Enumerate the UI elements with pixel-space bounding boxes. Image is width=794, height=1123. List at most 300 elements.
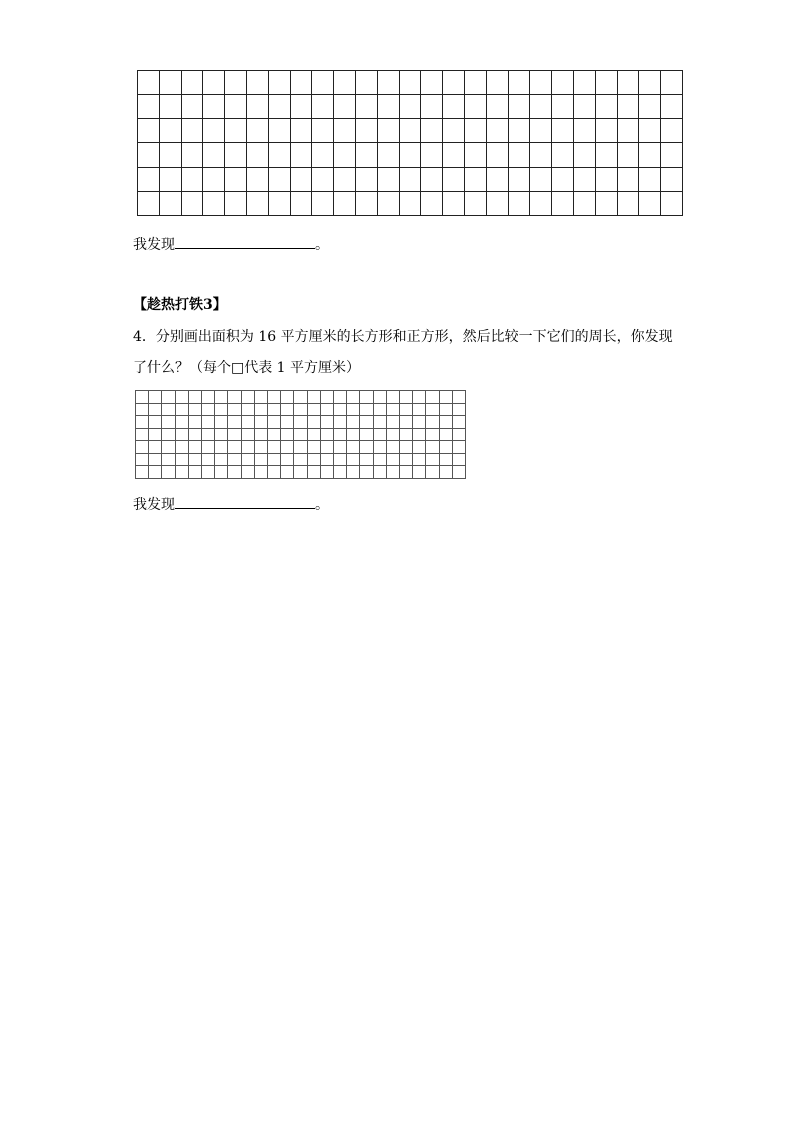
- grid-cell: [356, 168, 378, 192]
- grid-cell: [202, 429, 215, 442]
- grid-cell: [440, 441, 453, 454]
- grid-cell: [465, 95, 487, 119]
- grid-cell: [291, 119, 313, 143]
- grid-cell: [400, 441, 413, 454]
- grid-cell: [574, 143, 596, 167]
- grid-cell: [294, 441, 307, 454]
- grid-cell: [334, 454, 347, 467]
- grid-cell: [321, 441, 334, 454]
- grid-cell: [552, 71, 574, 95]
- grid-cell: [162, 404, 175, 417]
- grid-cell: [465, 119, 487, 143]
- grid-cell: [162, 416, 175, 429]
- grid-cell: [413, 466, 426, 479]
- grid-cell: [639, 71, 661, 95]
- grid-cell: [149, 429, 162, 442]
- grid-cell: [228, 454, 241, 467]
- grid-cell: [400, 416, 413, 429]
- grid-cell: [176, 441, 189, 454]
- grid-cell: [149, 416, 162, 429]
- grid-cell: [321, 466, 334, 479]
- grid-cell: [487, 168, 509, 192]
- grid-cell: [149, 404, 162, 417]
- grid-cell: [426, 441, 439, 454]
- grid-cell: [574, 168, 596, 192]
- grid-cell: [661, 95, 683, 119]
- answer-blank[interactable]: [175, 494, 315, 509]
- grid-cell: [574, 71, 596, 95]
- grid-cell: [360, 391, 373, 404]
- grid-cell: [453, 429, 466, 442]
- grid-cell: [618, 168, 640, 192]
- grid-cell: [242, 416, 255, 429]
- grid-cell: [443, 71, 465, 95]
- grid-cell: [136, 466, 149, 479]
- grid-cell: [160, 143, 182, 167]
- grid-cell: [269, 95, 291, 119]
- grid-cell: [574, 192, 596, 216]
- grid-cell: [400, 168, 422, 192]
- grid-cell: [661, 143, 683, 167]
- grid-cell: [426, 416, 439, 429]
- grid-cell: [160, 168, 182, 192]
- grid-cell: [160, 71, 182, 95]
- grid-cell: [487, 192, 509, 216]
- grid-cell: [149, 441, 162, 454]
- grid-cell: [136, 441, 149, 454]
- grid-cell: [294, 466, 307, 479]
- grid-cell: [661, 119, 683, 143]
- grid-cell: [189, 454, 202, 467]
- grid-cell: [334, 441, 347, 454]
- grid-cell: [255, 416, 268, 429]
- grid-cell: [291, 71, 313, 95]
- grid-cell: [413, 416, 426, 429]
- grid-cell: [247, 71, 269, 95]
- grid-cell: [312, 71, 334, 95]
- grid-cell: [215, 454, 228, 467]
- grid-cell: [138, 192, 160, 216]
- grid-cell: [356, 71, 378, 95]
- grid-cell: [374, 416, 387, 429]
- grid-cell: [334, 404, 347, 417]
- grid-cell: [242, 441, 255, 454]
- grid-cell: [225, 192, 247, 216]
- grid-cell: [618, 143, 640, 167]
- grid-cell: [312, 95, 334, 119]
- grid-cell: [347, 441, 360, 454]
- grid-cell: [269, 119, 291, 143]
- grid-cell: [387, 466, 400, 479]
- grid-cell: [247, 95, 269, 119]
- grid-cell: [136, 404, 149, 417]
- grid-cell: [281, 391, 294, 404]
- grid-cell: [509, 168, 531, 192]
- grid-cell: [268, 416, 281, 429]
- grid-cell: [552, 119, 574, 143]
- grid-cell: [421, 192, 443, 216]
- grid-cell: [247, 119, 269, 143]
- grid-cell: [268, 429, 281, 442]
- grid-cell: [487, 119, 509, 143]
- grid-cell: [360, 416, 373, 429]
- grid-cell: [639, 168, 661, 192]
- grid-cell: [294, 404, 307, 417]
- grid-cell: [400, 71, 422, 95]
- grid-cell: [215, 391, 228, 404]
- grid-cell: [182, 95, 204, 119]
- grid-cell: [228, 391, 241, 404]
- grid-cell: [291, 95, 313, 119]
- grid-cell: [242, 391, 255, 404]
- answer-suffix: 。: [315, 497, 329, 513]
- grid-cell: [360, 404, 373, 417]
- grid-cell: [400, 143, 422, 167]
- grid-cell: [321, 454, 334, 467]
- grid-cell: [203, 95, 225, 119]
- grid-cell: [465, 168, 487, 192]
- grid-cell: [136, 391, 149, 404]
- grid-cell: [203, 192, 225, 216]
- grid-cell: [334, 71, 356, 95]
- grid-cell: [465, 192, 487, 216]
- grid-cell: [596, 143, 618, 167]
- grid-cell: [347, 404, 360, 417]
- grid-cell: [334, 466, 347, 479]
- grid-cell: [312, 168, 334, 192]
- grid-cell: [400, 404, 413, 417]
- grid-cell: [639, 143, 661, 167]
- grid-cell: [255, 466, 268, 479]
- grid-cell: [281, 466, 294, 479]
- grid-cell: [347, 429, 360, 442]
- grid-cell: [618, 192, 640, 216]
- grid-cell: [291, 192, 313, 216]
- grid-cell: [413, 429, 426, 442]
- grid-cell: [228, 429, 241, 442]
- grid-cell: [400, 119, 422, 143]
- grid-cell: [255, 441, 268, 454]
- grid-cell: [138, 95, 160, 119]
- grid-cell: [378, 143, 400, 167]
- grid-cell: [308, 391, 321, 404]
- grid-cell: [202, 404, 215, 417]
- grid-cell: [334, 119, 356, 143]
- grid-cell: [552, 192, 574, 216]
- grid-cell: [312, 119, 334, 143]
- grid-cell: [242, 466, 255, 479]
- grid-cell: [160, 192, 182, 216]
- grid-cell: [334, 416, 347, 429]
- grid-cell: [530, 192, 552, 216]
- grid-cell: [421, 168, 443, 192]
- grid-cell: [530, 143, 552, 167]
- grid-cell: [334, 391, 347, 404]
- grid-cell: [596, 168, 618, 192]
- grid-cell: [374, 429, 387, 442]
- answer-line-1: [133, 234, 329, 254]
- square-grid-2: [135, 390, 466, 479]
- grid-cell: [618, 95, 640, 119]
- grid-cell: [308, 429, 321, 442]
- grid-cell: [374, 404, 387, 417]
- grid-cell: [443, 192, 465, 216]
- grid-cell: [312, 192, 334, 216]
- grid-cell: [596, 71, 618, 95]
- grid-cell: [400, 192, 422, 216]
- grid-cell: [268, 441, 281, 454]
- grid-cell: [308, 404, 321, 417]
- grid-cell: [465, 71, 487, 95]
- square-grid-1: [137, 70, 683, 216]
- grid-cell: [247, 192, 269, 216]
- grid-cell: [242, 454, 255, 467]
- grid-cell: [176, 404, 189, 417]
- grid-cell: [387, 391, 400, 404]
- grid-cell: [596, 95, 618, 119]
- grid-cell: [269, 168, 291, 192]
- grid-cell: [189, 441, 202, 454]
- grid-cell: [509, 95, 531, 119]
- grid-cell: [162, 429, 175, 442]
- grid-cell: [387, 416, 400, 429]
- grid-cell: [360, 454, 373, 467]
- grid-cell: [453, 466, 466, 479]
- grid-cell: [203, 168, 225, 192]
- grid-cell: [162, 441, 175, 454]
- grid-cell: [387, 429, 400, 442]
- grid-cell: [268, 391, 281, 404]
- grid-cell: [138, 119, 160, 143]
- grid-cell: [400, 95, 422, 119]
- grid-cell: [487, 71, 509, 95]
- grid-cell: [487, 95, 509, 119]
- grid-cell: [334, 429, 347, 442]
- grid-cell: [215, 466, 228, 479]
- grid-cell: [308, 441, 321, 454]
- grid-cell: [202, 391, 215, 404]
- grid-cell: [596, 192, 618, 216]
- grid-cell: [360, 466, 373, 479]
- grid-cell: [149, 391, 162, 404]
- grid-cell: [182, 168, 204, 192]
- grid-cell: [440, 416, 453, 429]
- grid-cell: [360, 429, 373, 442]
- grid-cell: [400, 429, 413, 442]
- grid-cell: [162, 454, 175, 467]
- question-text-line-2: 了什么？（每个□代表 1 平方厘米）: [133, 360, 361, 376]
- grid-cell: [378, 119, 400, 143]
- grid-cell: [202, 441, 215, 454]
- grid-cell: [136, 429, 149, 442]
- grid-cell: [255, 429, 268, 442]
- grid-cell: [202, 416, 215, 429]
- grid-cell: [374, 466, 387, 479]
- grid-cell: [136, 454, 149, 467]
- grid-cell: [618, 71, 640, 95]
- grid-cell: [294, 454, 307, 467]
- answer-suffix: 。: [315, 237, 329, 253]
- question-text-line-1: 4．分别画出面积为 16 平方厘米的长方形和正方形，然后比较一下它们的周长，你发现: [133, 329, 673, 345]
- grid-cell: [440, 404, 453, 417]
- grid-cell: [356, 95, 378, 119]
- grid-cell: [203, 143, 225, 167]
- grid-cell: [453, 416, 466, 429]
- grid-cell: [247, 143, 269, 167]
- answer-line-2: [133, 494, 329, 514]
- grid-cell: [639, 95, 661, 119]
- grid-cell: [281, 404, 294, 417]
- grid-cell: [138, 168, 160, 192]
- grid-cell: [334, 143, 356, 167]
- grid-cell: [387, 404, 400, 417]
- grid-cell: [269, 192, 291, 216]
- grid-cell: [215, 416, 228, 429]
- grid-cell: [443, 143, 465, 167]
- grid-cell: [189, 429, 202, 442]
- grid-cell: [440, 391, 453, 404]
- grid-cell: [189, 391, 202, 404]
- grid-cell: [347, 466, 360, 479]
- grid-cell: [225, 143, 247, 167]
- grid-cell: [215, 429, 228, 442]
- grid-cell: [294, 416, 307, 429]
- grid-cell: [426, 454, 439, 467]
- grid-cell: [308, 416, 321, 429]
- grid-cell: [426, 391, 439, 404]
- grid-cell: [255, 391, 268, 404]
- grid-cell: [202, 454, 215, 467]
- grid-cell: [321, 429, 334, 442]
- grid-cell: [149, 454, 162, 467]
- grid-cell: [321, 416, 334, 429]
- grid-cell: [215, 441, 228, 454]
- grid-cell: [308, 454, 321, 467]
- grid-cell: [443, 168, 465, 192]
- grid-cell: [443, 119, 465, 143]
- grid-cell: [509, 71, 531, 95]
- grid-cell: [661, 192, 683, 216]
- grid-cell: [453, 454, 466, 467]
- grid-cell: [413, 454, 426, 467]
- grid-cell: [661, 168, 683, 192]
- grid-cell: [360, 441, 373, 454]
- grid-cell: [426, 429, 439, 442]
- grid-cell: [618, 119, 640, 143]
- grid-cell: [487, 143, 509, 167]
- grid-cell: [291, 168, 313, 192]
- grid-cell: [356, 192, 378, 216]
- grid-cell: [182, 71, 204, 95]
- grid-cell: [421, 143, 443, 167]
- grid-cell: [347, 391, 360, 404]
- grid-cell: [453, 391, 466, 404]
- grid-cell: [189, 404, 202, 417]
- grid-cell: [552, 95, 574, 119]
- grid-cell: [294, 429, 307, 442]
- grid-cell: [160, 119, 182, 143]
- grid-cell: [443, 95, 465, 119]
- grid-cell: [138, 143, 160, 167]
- grid-cell: [400, 391, 413, 404]
- grid-cell: [334, 95, 356, 119]
- grid-cell: [228, 466, 241, 479]
- grid-cell: [176, 429, 189, 442]
- grid-cell: [160, 95, 182, 119]
- grid-cell: [202, 466, 215, 479]
- grid-cell: [387, 454, 400, 467]
- grid-cell: [400, 454, 413, 467]
- answer-blank[interactable]: [175, 234, 315, 249]
- grid-cell: [378, 192, 400, 216]
- grid-cell: [242, 429, 255, 442]
- grid-cell: [225, 119, 247, 143]
- grid-cell: [465, 143, 487, 167]
- grid-cell: [334, 192, 356, 216]
- grid-cell: [149, 466, 162, 479]
- grid-cell: [440, 429, 453, 442]
- grid-cell: [281, 416, 294, 429]
- grid-cell: [182, 119, 204, 143]
- grid-cell: [347, 454, 360, 467]
- grid-cell: [268, 454, 281, 467]
- grid-cell: [421, 119, 443, 143]
- grid-cell: [281, 429, 294, 442]
- grid-cell: [203, 119, 225, 143]
- grid-cell: [413, 441, 426, 454]
- grid-cell: [308, 466, 321, 479]
- grid-cell: [374, 454, 387, 467]
- grid-cell: [374, 391, 387, 404]
- grid-cell: [182, 143, 204, 167]
- grid-cell: [378, 71, 400, 95]
- grid-cell: [176, 466, 189, 479]
- grid-cell: [509, 143, 531, 167]
- grid-cell: [176, 391, 189, 404]
- grid-cell: [453, 404, 466, 417]
- grid-cell: [356, 119, 378, 143]
- grid-cell: [228, 441, 241, 454]
- grid-cell: [268, 466, 281, 479]
- grid-cell: [574, 119, 596, 143]
- grid-cell: [530, 168, 552, 192]
- grid-cell: [242, 404, 255, 417]
- grid-cell: [269, 71, 291, 95]
- grid-cell: [138, 71, 160, 95]
- grid-cell: [530, 119, 552, 143]
- grid-cell: [426, 404, 439, 417]
- grid-cell: [378, 168, 400, 192]
- grid-cell: [268, 404, 281, 417]
- grid-cell: [347, 416, 360, 429]
- grid-cell: [215, 404, 228, 417]
- grid-cell: [374, 441, 387, 454]
- grid-cell: [291, 143, 313, 167]
- grid-cell: [440, 466, 453, 479]
- grid-cell: [426, 466, 439, 479]
- grid-cell: [421, 95, 443, 119]
- answer-prefix: 我发现: [133, 497, 175, 513]
- grid-cell: [530, 95, 552, 119]
- grid-cell: [596, 119, 618, 143]
- grid-cell: [400, 466, 413, 479]
- grid-cell: [312, 143, 334, 167]
- grid-cell: [378, 95, 400, 119]
- grid-cell: [413, 391, 426, 404]
- grid-cell: [387, 441, 400, 454]
- grid-cell: [639, 192, 661, 216]
- answer-prefix: 我发现: [133, 237, 175, 253]
